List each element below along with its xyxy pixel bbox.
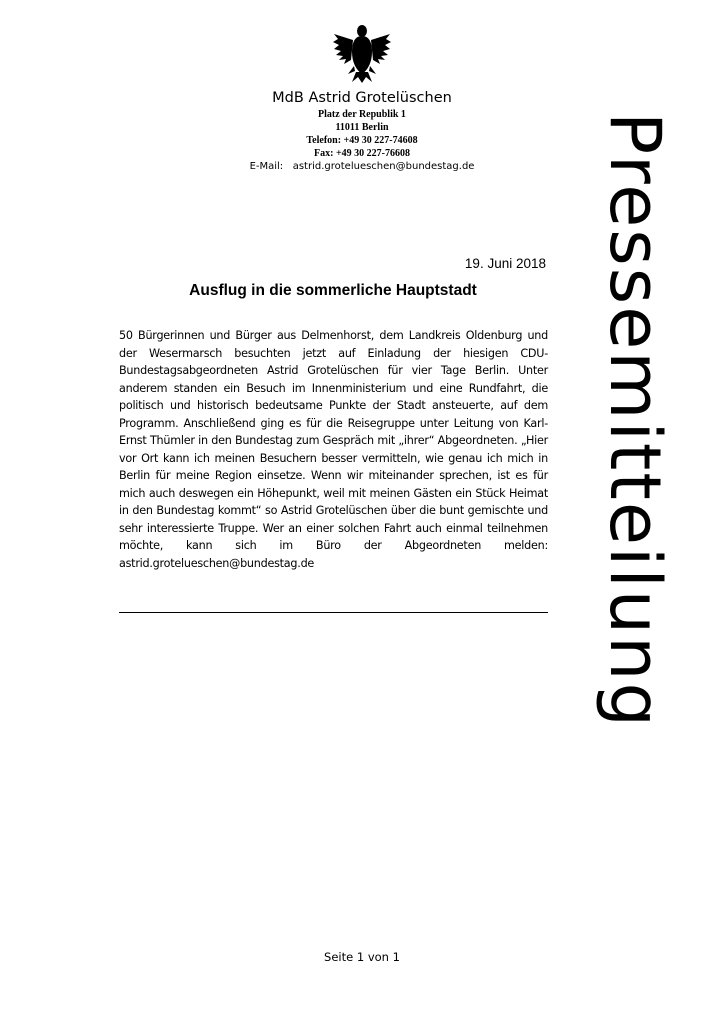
email-label: E-Mail:: [249, 161, 284, 172]
press-release-title: Ausflug in die sommerliche Hauptstadt: [189, 282, 477, 299]
press-release-date: 19. Juni 2018: [464, 256, 546, 271]
bundesadler-eagle-icon: [332, 22, 392, 84]
page-number: Seite 1 von 1: [324, 950, 400, 964]
press-release-body: 50 Bürgerinnen und Bürger aus Delmenhorst, dem Landkreis Oldenburg und der Wesermarsch besuchten jetzt auf Einladung der hiesigen CDU-Bundestagsabgeordneten Astrid Grotelüschen für vier Tage Berlin. Unter anderem standen ein Besuch im Innenministerium und eine Rundfahrt, die politisch und historisch bedeutsame Punkte der Stadt ansteuerte, auf dem Programm. Anschließend ging es für die Reisegruppe unter Leitung von Karl-Ernst Thümler in den Bundestag zum Gespräch mit „ihrer“ Abgeordneten. „Hier vor Ort kann ich meinen Besuchern besser vermitteln, wie genau ich mich in Berlin für meine Region einsetze. Wenn wir miteinander sprechen, ist es für mich auch deswegen ein Höhepunkt, weil mit meinen Gästen ein Stück Heimat in den Bundestag kommt“ so Astrid Grotelüschen über die bunt gemischte und sehr interessierte Truppe. Wer an einer solchen Fahrt auch einmal teilnehmen möchte, kann sich im Büro der Abgeordneten melden: astrid.grotelueschen@bundestag.de: [119, 329, 548, 570]
side-label-container: [574, 112, 684, 872]
sender-phone: Telefon: +49 30 227-74608: [306, 135, 418, 146]
sender-fax: Fax: +49 30 227-76608: [314, 148, 410, 159]
sender-address-city: 11011 Berlin: [335, 122, 389, 133]
sender-email: astrid.grotelueschen@bundestag.de: [292, 161, 475, 172]
letterhead: [180, 88, 544, 174]
divider: [119, 612, 548, 613]
sender-address-street: Platz der Republik 1: [318, 109, 406, 120]
pressemitteilung-side-label: Pressemitteilung: [594, 112, 676, 729]
sender-email-line: [180, 160, 544, 174]
sender-name: MdB Astrid Grotelüschen: [272, 90, 452, 106]
